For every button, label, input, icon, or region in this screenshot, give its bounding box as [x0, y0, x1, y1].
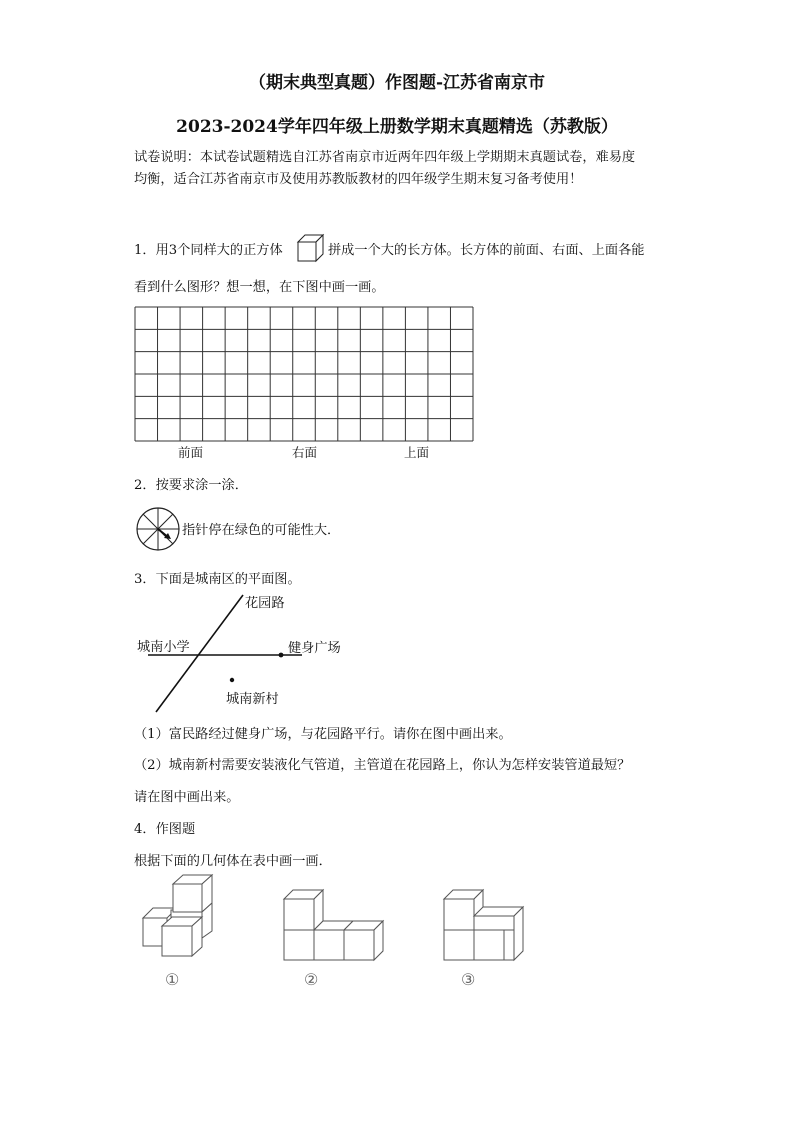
q2-heading: 2．按要求涂一涂． — [134, 478, 248, 493]
intro-line-2: 均衡，适合江苏省南京市及使用苏教版教材的四年级学生期末复习备考使用！ — [134, 172, 583, 187]
intro-line-1: 试卷说明：本试卷试题精选自江苏省南京市近两年四年级上学期期末真题试卷，难易度 — [134, 150, 636, 165]
q4-heading: 4．作图题 — [134, 822, 196, 837]
map-label-village: 城南新村 — [226, 692, 279, 707]
drawing-grid[interactable] — [134, 306, 474, 442]
cube-figure-2 — [282, 886, 386, 962]
q4-instruction: 根据下面的几何体在表中画一画． — [134, 854, 332, 869]
cube-figure-1 — [138, 872, 218, 960]
grid-label-right: 右面 — [292, 445, 318, 460]
q2-instruction: 指针停在绿色的可能性大． — [182, 523, 341, 538]
page-subtitle: 2023-2024学年四年级上册数学期末真题精选（苏教版） — [176, 117, 618, 137]
figure-label-1: ① — [165, 970, 180, 989]
grid-label-front: 前面 — [178, 445, 204, 460]
figure-label-3: ③ — [461, 970, 476, 989]
q3-sub2-line2: 请在图中画出来。 — [134, 790, 240, 805]
spinner-icon[interactable] — [134, 505, 182, 553]
plaza-point — [279, 653, 284, 658]
page-title: （期末典型真题）作图题-江苏省南京市 — [248, 73, 546, 93]
q3-sub2-line1: （2）城南新村需要安装液化气管道，主管道在花园路上，你认为怎样安装管道最短？ — [134, 758, 631, 773]
q3-sub1: （1）富民路经过健身广场，与花园路平行。请你在图中画出来。 — [134, 727, 512, 742]
cube-figure-3 — [442, 886, 528, 962]
q1-text-a: 1．用3个同样大的正方体 — [134, 243, 283, 258]
grid-label-top: 上面 — [404, 445, 430, 460]
q3-heading: 3．下面是城南区的平面图。 — [134, 572, 301, 587]
cube-icon — [296, 233, 326, 263]
map-label-road: 花园路 — [245, 596, 285, 611]
q1-text-b: 拼成一个大的长方体。长方体的前面、右面、上面各能 — [328, 243, 645, 258]
village-point — [230, 678, 234, 682]
figure-label-2: ② — [304, 970, 319, 989]
map-label-school: 城南小学 — [137, 640, 190, 655]
map-label-plaza: 健身广场 — [288, 641, 341, 656]
q1-line-2: 看到什么图形？想一想，在下图中画一画。 — [134, 280, 385, 295]
